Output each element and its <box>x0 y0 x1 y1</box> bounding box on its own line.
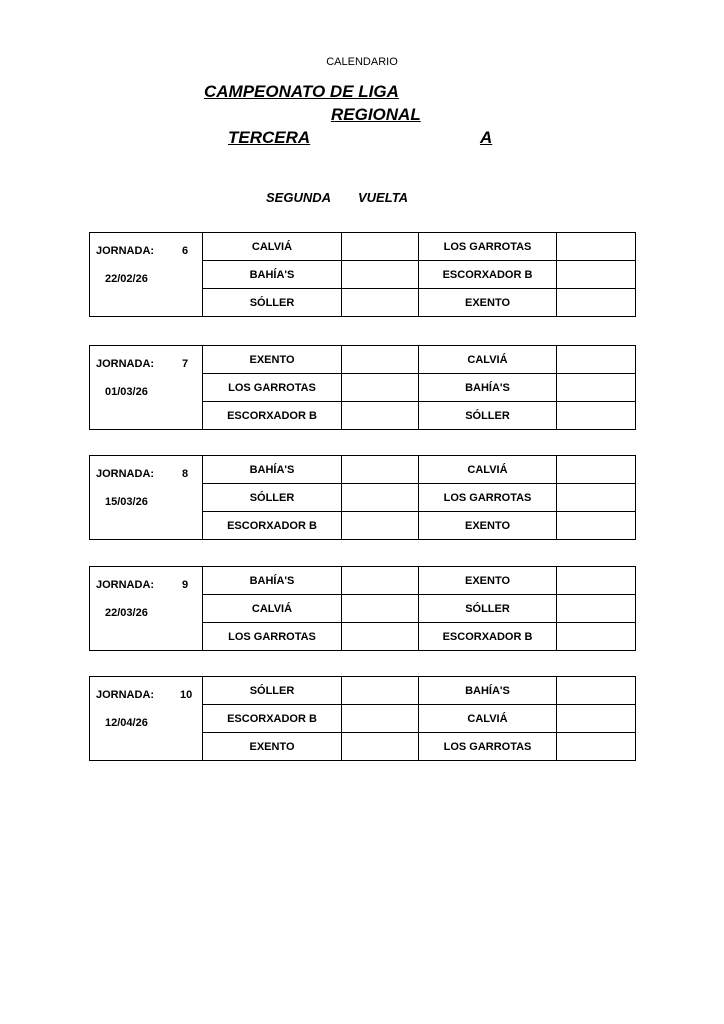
title-tercera: TERCERA <box>228 128 311 147</box>
score-cell <box>342 595 419 623</box>
score-cell <box>342 261 419 289</box>
home-team: BAHÍA'S <box>203 456 342 484</box>
subtitle-vuelta: VUELTA <box>358 190 409 205</box>
home-team: ESCORXADOR B <box>203 705 342 733</box>
away-team: CALVIÁ <box>419 456 557 484</box>
title-line-2: REGIONAL <box>331 105 421 124</box>
score-cell <box>557 374 636 402</box>
score-cell <box>557 233 636 261</box>
jornada-date: 22/02/26 <box>105 273 148 285</box>
away-team: EXENTO <box>419 567 557 595</box>
away-team: BAHÍA'S <box>419 677 557 705</box>
away-team: EXENTO <box>419 512 557 540</box>
score-cell <box>342 512 419 540</box>
jornada-date: 15/03/26 <box>105 496 148 508</box>
title-line-1: CAMPEONATO DE LIGA <box>204 82 399 101</box>
score-cell <box>557 261 636 289</box>
score-cell <box>557 677 636 705</box>
jornada-table <box>89 455 636 540</box>
score-cell <box>557 705 636 733</box>
score-cell <box>557 595 636 623</box>
jornada-number: 7 <box>181 358 189 370</box>
table-row <box>90 233 636 261</box>
score-cell <box>342 677 419 705</box>
jornada-date: 22/03/26 <box>105 607 148 619</box>
away-team: BAHÍA'S <box>419 374 557 402</box>
away-team: SÓLLER <box>419 595 557 623</box>
calendario-label: CALENDARIO <box>326 56 398 68</box>
jornada-info <box>90 346 203 430</box>
jornada-label: JORNADA: <box>96 245 155 257</box>
score-cell <box>342 289 419 317</box>
score-cell <box>342 402 419 430</box>
jornada-number: 10 <box>180 689 193 701</box>
home-team: LOS GARROTAS <box>203 374 342 402</box>
score-cell <box>342 705 419 733</box>
jornada-info <box>90 677 203 761</box>
home-team: ESCORXADOR B <box>203 402 342 430</box>
home-team: EXENTO <box>203 733 342 761</box>
jornada-number: 9 <box>181 579 189 591</box>
away-team: LOS GARROTAS <box>419 733 557 761</box>
jornada-info <box>90 456 203 540</box>
score-cell <box>557 346 636 374</box>
jornada-info <box>90 233 203 317</box>
score-cell <box>342 567 419 595</box>
score-cell <box>557 512 636 540</box>
jornada-date: 12/04/26 <box>105 717 148 729</box>
subtitle-segunda: SEGUNDA <box>266 190 332 205</box>
home-team: EXENTO <box>203 346 342 374</box>
jornada-label: JORNADA: <box>96 468 155 480</box>
table-row <box>90 677 636 705</box>
jornada-table <box>89 345 636 430</box>
score-cell <box>557 623 636 651</box>
home-team: CALVIÁ <box>203 595 342 623</box>
jornada-number: 8 <box>181 468 189 480</box>
away-team: ESCORXADOR B <box>419 623 557 651</box>
jornada-table <box>89 566 636 651</box>
score-cell <box>342 456 419 484</box>
home-team: BAHÍA'S <box>203 261 342 289</box>
title-group: A <box>480 128 493 147</box>
jornada-number: 6 <box>181 245 189 257</box>
home-team: ESCORXADOR B <box>203 512 342 540</box>
home-team: SÓLLER <box>203 484 342 512</box>
home-team: SÓLLER <box>203 677 342 705</box>
away-team: LOS GARROTAS <box>419 233 557 261</box>
score-cell <box>342 733 419 761</box>
home-team: SÓLLER <box>203 289 342 317</box>
jornada-date: 01/03/26 <box>105 386 148 398</box>
away-team: CALVIÁ <box>419 346 557 374</box>
away-team: EXENTO <box>419 289 557 317</box>
score-cell <box>342 346 419 374</box>
table-row <box>90 346 636 374</box>
away-team: LOS GARROTAS <box>419 484 557 512</box>
jornada-table <box>89 676 636 761</box>
away-team: ESCORXADOR B <box>419 261 557 289</box>
score-cell <box>557 733 636 761</box>
jornada-info <box>90 567 203 651</box>
score-cell <box>342 623 419 651</box>
jornada-label: JORNADA: <box>96 689 155 701</box>
score-cell <box>342 374 419 402</box>
score-cell <box>342 484 419 512</box>
score-cell <box>557 456 636 484</box>
home-team: CALVIÁ <box>203 233 342 261</box>
score-cell <box>557 567 636 595</box>
score-cell <box>342 233 419 261</box>
jornada-label: JORNADA: <box>96 358 155 370</box>
table-row <box>90 567 636 595</box>
jornada-label: JORNADA: <box>96 579 155 591</box>
away-team: SÓLLER <box>419 402 557 430</box>
home-team: LOS GARROTAS <box>203 623 342 651</box>
score-cell <box>557 289 636 317</box>
away-team: CALVIÁ <box>419 705 557 733</box>
home-team: BAHÍA'S <box>203 567 342 595</box>
table-row <box>90 456 636 484</box>
jornada-table <box>89 232 636 317</box>
score-cell <box>557 402 636 430</box>
score-cell <box>557 484 636 512</box>
